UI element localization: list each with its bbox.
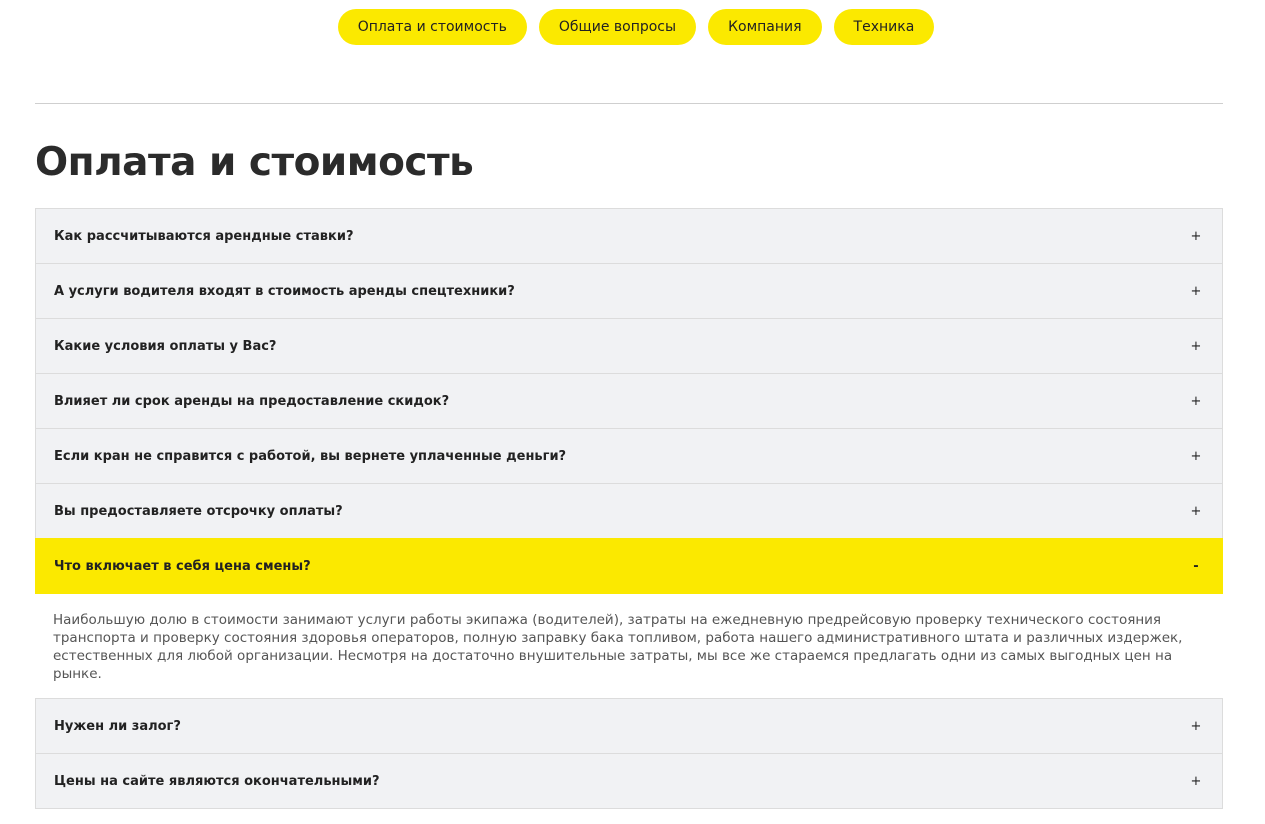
faq-item-discounts[interactable] bbox=[35, 373, 1223, 429]
faq-question: Если кран не справится с работой, вы вернете уплаченные деньги? bbox=[54, 448, 567, 464]
faq-item-final-prices[interactable] bbox=[35, 753, 1223, 809]
expand-icon: + bbox=[1190, 503, 1202, 519]
collapse-icon: - bbox=[1193, 558, 1199, 574]
faq-answer: Наибольшую долю в стоимости занимают услуги работы экипажа (водителей), затраты на ежедневную предрейсовую проверку технического состояния транспорта и проверку состояния здоровья операторов, полную заправку бака топливом, работа нашего административного штата и различных издержек, естественных для любой организации. Несмотря на достаточно внушительные затраты, мы все же стараемся предлагать одни из самых выгодных цен на рынке. bbox=[53, 612, 1183, 682]
faq-question: Нужен ли залог? bbox=[54, 718, 181, 734]
faq-item-deposit[interactable] bbox=[35, 698, 1223, 754]
expand-icon: + bbox=[1190, 718, 1202, 734]
faq-question: Как рассчитываются арендные ставки? bbox=[54, 228, 354, 244]
faq-item-refund[interactable] bbox=[35, 428, 1223, 484]
faq-item-deferral[interactable] bbox=[35, 483, 1223, 539]
expand-icon: + bbox=[1190, 338, 1202, 354]
faq-question: А услуги водителя входят в стоимость аренды спецтехники? bbox=[54, 283, 515, 299]
divider bbox=[35, 103, 1223, 104]
section-title: Оплата и стоимость bbox=[35, 140, 474, 185]
faq-question: Цены на сайте являются окончательными? bbox=[54, 773, 380, 789]
tab-company[interactable]: Компания bbox=[708, 9, 821, 45]
tab-payment[interactable]: Оплата и стоимость bbox=[338, 9, 527, 45]
faq-question: Что включает в себя цена смены? bbox=[54, 558, 311, 574]
category-tabs bbox=[0, 9, 1265, 45]
expand-icon: + bbox=[1190, 393, 1202, 409]
faq-question: Вы предоставляете отсрочку оплаты? bbox=[54, 503, 343, 519]
faq-question: Какие условия оплаты у Вас? bbox=[54, 338, 277, 354]
faq-item-shift-price[interactable] bbox=[35, 538, 1223, 594]
tab-general[interactable]: Общие вопросы bbox=[539, 9, 696, 45]
expand-icon: + bbox=[1190, 283, 1202, 299]
expand-icon: + bbox=[1190, 773, 1202, 789]
expand-icon: + bbox=[1190, 448, 1202, 464]
faq-item-rates[interactable] bbox=[35, 208, 1223, 264]
faq-accordion bbox=[35, 208, 1223, 809]
faq-question: Влияет ли срок аренды на предоставление скидок? bbox=[54, 393, 450, 409]
faq-item-driver[interactable] bbox=[35, 263, 1223, 319]
faq-item-payment-terms[interactable] bbox=[35, 318, 1223, 374]
tab-equipment[interactable]: Техника bbox=[834, 9, 935, 45]
expand-icon: + bbox=[1190, 228, 1202, 244]
